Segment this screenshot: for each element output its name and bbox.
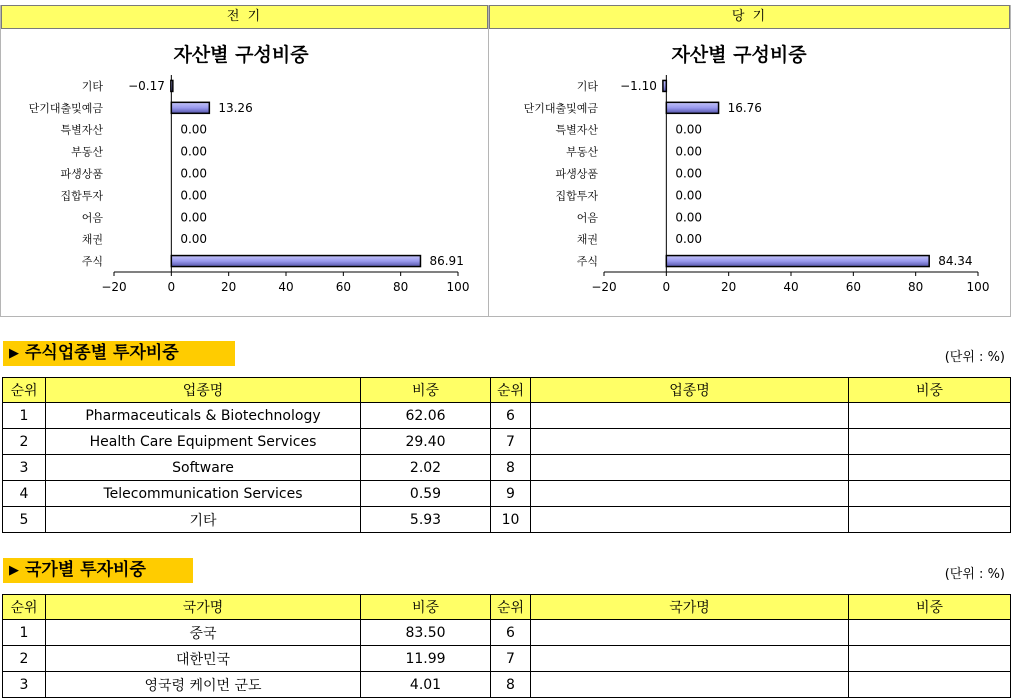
x-tick-label: 100	[446, 280, 470, 294]
table-cell: 11.99	[361, 646, 491, 672]
table-cell: 7	[491, 646, 531, 672]
table-cell	[531, 403, 849, 429]
column-header: 순위	[491, 595, 531, 620]
category-label: 특별자산	[60, 123, 103, 137]
table-cell: 2.02	[361, 455, 491, 481]
category-label: 채권	[576, 233, 598, 247]
country-section-title: ▶ 국가별 투자비중	[3, 558, 193, 583]
table-cell	[531, 481, 849, 507]
table-cell: Pharmaceuticals & Biotechnology	[46, 403, 361, 429]
table-cell: 8	[491, 455, 531, 481]
table-cell	[849, 620, 1011, 646]
table-row	[3, 429, 1011, 455]
table-cell: 62.06	[361, 403, 491, 429]
table-cell	[531, 429, 849, 455]
data-label: 0.00	[180, 166, 208, 181]
data-label: 0.00	[675, 232, 703, 247]
bar	[171, 80, 173, 91]
data-label: 0.00	[180, 188, 208, 203]
x-tick-label: −20	[591, 280, 617, 294]
category-label: 파생상품	[60, 167, 103, 181]
table-row	[3, 672, 1011, 698]
table-row	[3, 646, 1011, 672]
x-tick-label: 80	[393, 280, 409, 294]
data-label: 0.00	[675, 210, 703, 225]
table-cell: 9	[491, 481, 531, 507]
table-cell	[849, 507, 1011, 533]
bar	[663, 80, 666, 91]
column-header: 비중	[361, 378, 491, 403]
data-label: 86.91	[429, 254, 464, 269]
data-label: 0.00	[675, 166, 703, 181]
country-unit-label: (단위 : %)	[944, 567, 1005, 582]
table-cell: Software	[46, 455, 361, 481]
data-label: 0.00	[675, 122, 703, 137]
column-header: 국가명	[531, 595, 849, 620]
x-tick-label: 20	[221, 280, 237, 294]
bar	[666, 102, 718, 113]
table-row	[3, 507, 1011, 533]
chart-title: 자산별 구성비중	[173, 44, 309, 66]
data-label: 0.00	[180, 122, 208, 137]
x-tick-label: 0	[662, 280, 671, 294]
column-header: 업종명	[46, 378, 361, 403]
category-label: 어음	[576, 211, 598, 225]
table-cell	[531, 672, 849, 698]
table-row	[3, 620, 1011, 646]
column-header: 순위	[3, 595, 46, 620]
industry-section-title: ▶ 주식업종별 투자비중	[3, 341, 235, 366]
bar	[171, 256, 420, 267]
country-table	[2, 594, 1011, 698]
table-cell: Health Care Equipment Services	[46, 429, 361, 455]
data-label: −0.17	[128, 78, 165, 93]
data-label: 0.00	[180, 232, 208, 247]
triangle-arrow-icon: ▶	[9, 346, 19, 361]
data-label: 0.00	[675, 188, 703, 203]
category-label: 특별자산	[555, 123, 598, 137]
category-label: 파생상품	[555, 167, 598, 181]
category-label: 부동산	[71, 145, 103, 159]
table-cell	[849, 403, 1011, 429]
table-cell: 4.01	[361, 672, 491, 698]
table-cell: 대한민국	[46, 646, 361, 672]
category-label: 기타	[576, 79, 598, 93]
bar	[666, 256, 929, 267]
category-label: 채권	[81, 233, 103, 247]
bar	[171, 102, 209, 113]
x-tick-label: 60	[335, 280, 351, 294]
table-row	[3, 481, 1011, 507]
category-label: 어음	[81, 211, 103, 225]
x-tick-label: 40	[278, 280, 294, 294]
table-cell: 6	[491, 620, 531, 646]
table-cell	[849, 672, 1011, 698]
column-header: 업종명	[531, 378, 849, 403]
curr-period-header: 당 기	[489, 5, 1010, 29]
table-cell: 5.93	[361, 507, 491, 533]
table-cell	[531, 507, 849, 533]
table-cell: 1	[3, 620, 46, 646]
x-tick-label: 40	[783, 280, 799, 294]
table-cell: 2	[3, 646, 46, 672]
table-cell: 29.40	[361, 429, 491, 455]
prev-period-header: 전 기	[1, 5, 488, 29]
table-cell: 2	[3, 429, 46, 455]
x-tick-label: 100	[966, 280, 990, 294]
table-header-row	[3, 378, 1011, 403]
category-label: 집합투자	[60, 189, 103, 203]
x-tick-label: 80	[908, 280, 924, 294]
category-label: 주식	[81, 255, 103, 269]
industry-table	[2, 377, 1011, 533]
column-header: 국가명	[46, 595, 361, 620]
prev-asset-chart	[1, 29, 488, 316]
column-header: 비중	[361, 595, 491, 620]
table-cell: 0.59	[361, 481, 491, 507]
x-tick-label: 0	[167, 280, 176, 294]
table-cell: 4	[3, 481, 46, 507]
chart-title: 자산별 구성비중	[671, 44, 807, 66]
asset-charts	[0, 5, 1013, 317]
industry-unit-label: (단위 : %)	[944, 350, 1005, 365]
table-cell: Telecommunication Services	[46, 481, 361, 507]
x-tick-label: −20	[101, 280, 127, 294]
table-cell: 6	[491, 403, 531, 429]
triangle-arrow-icon: ▶	[9, 563, 19, 578]
table-cell	[849, 481, 1011, 507]
data-label: 84.34	[938, 254, 973, 269]
table-cell: 7	[491, 429, 531, 455]
table-cell: 3	[3, 672, 46, 698]
column-header: 비중	[849, 378, 1011, 403]
data-label: 0.00	[180, 144, 208, 159]
table-cell	[849, 646, 1011, 672]
column-header: 비중	[849, 595, 1011, 620]
table-cell	[531, 646, 849, 672]
category-label: 기타	[81, 79, 103, 93]
table-cell: 3	[3, 455, 46, 481]
table-row	[3, 403, 1011, 429]
data-label: 16.76	[727, 100, 762, 115]
x-tick-label: 20	[721, 280, 737, 294]
data-label: 13.26	[218, 100, 253, 115]
table-cell	[531, 620, 849, 646]
category-label: 부동산	[566, 145, 598, 159]
column-header: 순위	[3, 378, 46, 403]
category-label: 집합투자	[555, 189, 598, 203]
prev-period-panel	[0, 5, 489, 317]
table-cell: 8	[491, 672, 531, 698]
table-cell	[849, 429, 1011, 455]
x-tick-label: 60	[845, 280, 861, 294]
table-cell: 5	[3, 507, 46, 533]
column-header: 순위	[491, 378, 531, 403]
curr-period-panel	[488, 5, 1011, 317]
table-cell	[531, 455, 849, 481]
table-cell: 중국	[46, 620, 361, 646]
table-cell: 10	[491, 507, 531, 533]
curr-asset-chart	[489, 29, 1010, 316]
data-label: 0.00	[180, 210, 208, 225]
table-cell: 기타	[46, 507, 361, 533]
table-header-row	[3, 595, 1011, 620]
data-label: −1.10	[620, 78, 657, 93]
category-label: 주식	[576, 255, 598, 269]
data-label: 0.00	[675, 144, 703, 159]
category-label: 단기대출및예금	[523, 101, 598, 115]
table-cell	[849, 455, 1011, 481]
table-cell: 1	[3, 403, 46, 429]
category-label: 단기대출및예금	[28, 101, 103, 115]
table-cell: 83.50	[361, 620, 491, 646]
table-cell: 영국령 케이먼 군도	[46, 672, 361, 698]
table-row	[3, 455, 1011, 481]
